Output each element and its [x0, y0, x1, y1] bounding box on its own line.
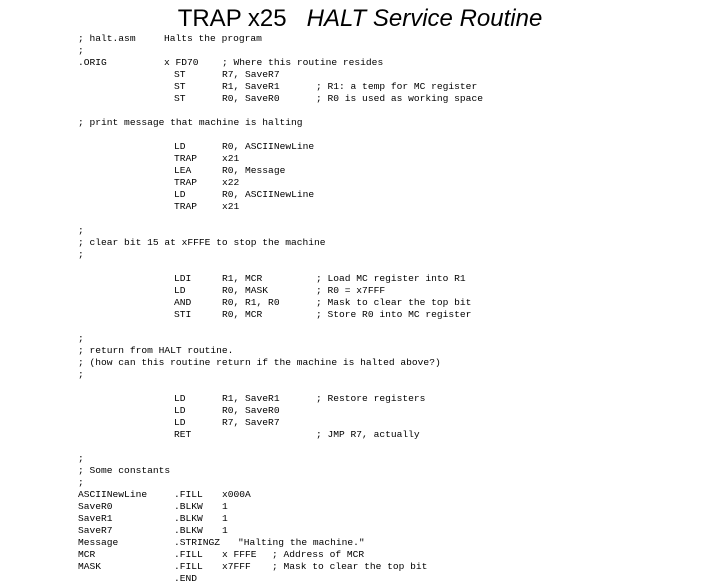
code-token: ; Load MC register into R1 — [316, 273, 466, 284]
code-token: MCR — [78, 549, 96, 560]
code-token: R0, MCR — [222, 309, 263, 320]
code-token: .ORIG — [78, 57, 107, 68]
code-token: ; — [78, 453, 84, 464]
code-token: TRAP — [174, 177, 198, 188]
code-token: .BLKW — [174, 525, 203, 536]
code-token: R1, SaveR1 — [222, 393, 280, 404]
code-token: TRAP — [174, 201, 198, 212]
code-token: .FILL — [174, 549, 203, 560]
code-token: STI — [174, 309, 192, 320]
code-token: x FFFE — [222, 549, 257, 560]
code-token: R0, SaveR0 — [222, 93, 280, 104]
code-token: LD — [174, 285, 186, 296]
code-token: LD — [174, 189, 186, 200]
code-token: R0, MASK — [222, 285, 269, 296]
title-subtitle: HALT Service Routine — [306, 5, 543, 32]
code-token: ASCIINewLine — [78, 489, 148, 500]
code-token: LD — [174, 405, 186, 416]
code-token: ; — [78, 225, 84, 236]
code-token: ; Mask to clear the top bit — [272, 561, 428, 572]
code-token: .STRINGZ — [174, 537, 221, 548]
code-token: R0, R1, R0 — [222, 297, 280, 308]
code-token: ST — [174, 69, 186, 80]
code-token: x000A — [222, 489, 251, 500]
code-token: R7, SaveR7 — [222, 69, 280, 80]
code-token: SaveR7 — [78, 525, 113, 536]
code-token: .FILL — [174, 489, 203, 500]
code-token: ; R1: a temp for MC register — [316, 81, 478, 92]
code-token: ST — [174, 93, 186, 104]
code-token: LD — [174, 417, 186, 428]
code-token: R0, SaveR0 — [222, 405, 280, 416]
code-token: "Halting the machine." — [238, 537, 365, 548]
code-token: 1 — [222, 513, 228, 524]
code-token: ; Store R0 into MC register — [316, 309, 472, 320]
code-token: .END — [174, 573, 198, 584]
code-token: .FILL — [174, 561, 203, 572]
code-token: SaveR1 — [78, 513, 113, 524]
code-token: ; — [78, 477, 84, 488]
code-token: LD — [174, 141, 186, 152]
code-token: ; print message that machine is halting — [78, 117, 303, 128]
code-token: x21 — [222, 201, 240, 212]
code-token: ; (how can this routine return if the machine is halted above?) — [78, 357, 441, 368]
code-token: x22 — [222, 177, 240, 188]
code-token: ; Mask to clear the top bit — [316, 297, 472, 308]
code-token: ; Where this routine resides — [222, 57, 384, 68]
code-token: ; return from HALT routine. — [78, 345, 234, 356]
code-token: ; — [78, 45, 84, 56]
code-token: TRAP — [174, 153, 198, 164]
code-token: .BLKW — [174, 513, 203, 524]
code-token: R7, SaveR7 — [222, 417, 280, 428]
code-token: .BLKW — [174, 501, 203, 512]
code-token: 1 — [222, 501, 228, 512]
code-token: ; — [78, 369, 84, 380]
code-token: x7FFF — [222, 561, 251, 572]
code-token: AND — [174, 297, 192, 308]
code-token: RET — [174, 429, 192, 440]
code-token: ; JMP R7, actually — [316, 429, 420, 440]
code-token: R0, Message — [222, 165, 286, 176]
code-token: Halts the program — [164, 33, 262, 44]
code-token: SaveR0 — [78, 501, 113, 512]
code-token: ; R0 = x7FFF — [316, 285, 386, 296]
code-token: R0, ASCIINewLine — [222, 189, 315, 200]
code-token: x FD70 — [164, 57, 199, 68]
title-main: TRAP x25 — [177, 5, 287, 32]
code-token: ; Restore registers — [316, 393, 426, 404]
code-token: MASK — [78, 561, 102, 572]
code-token: R0, ASCIINewLine — [222, 141, 315, 152]
code-token: R1, MCR — [222, 273, 263, 284]
code-token: LEA — [174, 165, 192, 176]
code-token: ; clear bit 15 at xFFFE to stop the machine — [78, 237, 326, 248]
code-token: ; Some constants — [78, 465, 171, 476]
code-token: 1 — [222, 525, 228, 536]
code-token: ; Address of MCR — [272, 549, 365, 560]
code-token: ; R0 is used as working space — [316, 93, 483, 104]
code-token: ST — [174, 81, 186, 92]
code-token: Message — [78, 537, 119, 548]
code-token: ; — [78, 249, 84, 260]
code-token: R1, SaveR1 — [222, 81, 280, 92]
code-token: LD — [174, 393, 186, 404]
page-title — [0, 4, 720, 34]
code-token: ; — [78, 333, 84, 344]
code-token: LDI — [174, 273, 192, 284]
code-token: x21 — [222, 153, 240, 164]
code-token: ; halt.asm — [78, 33, 136, 44]
